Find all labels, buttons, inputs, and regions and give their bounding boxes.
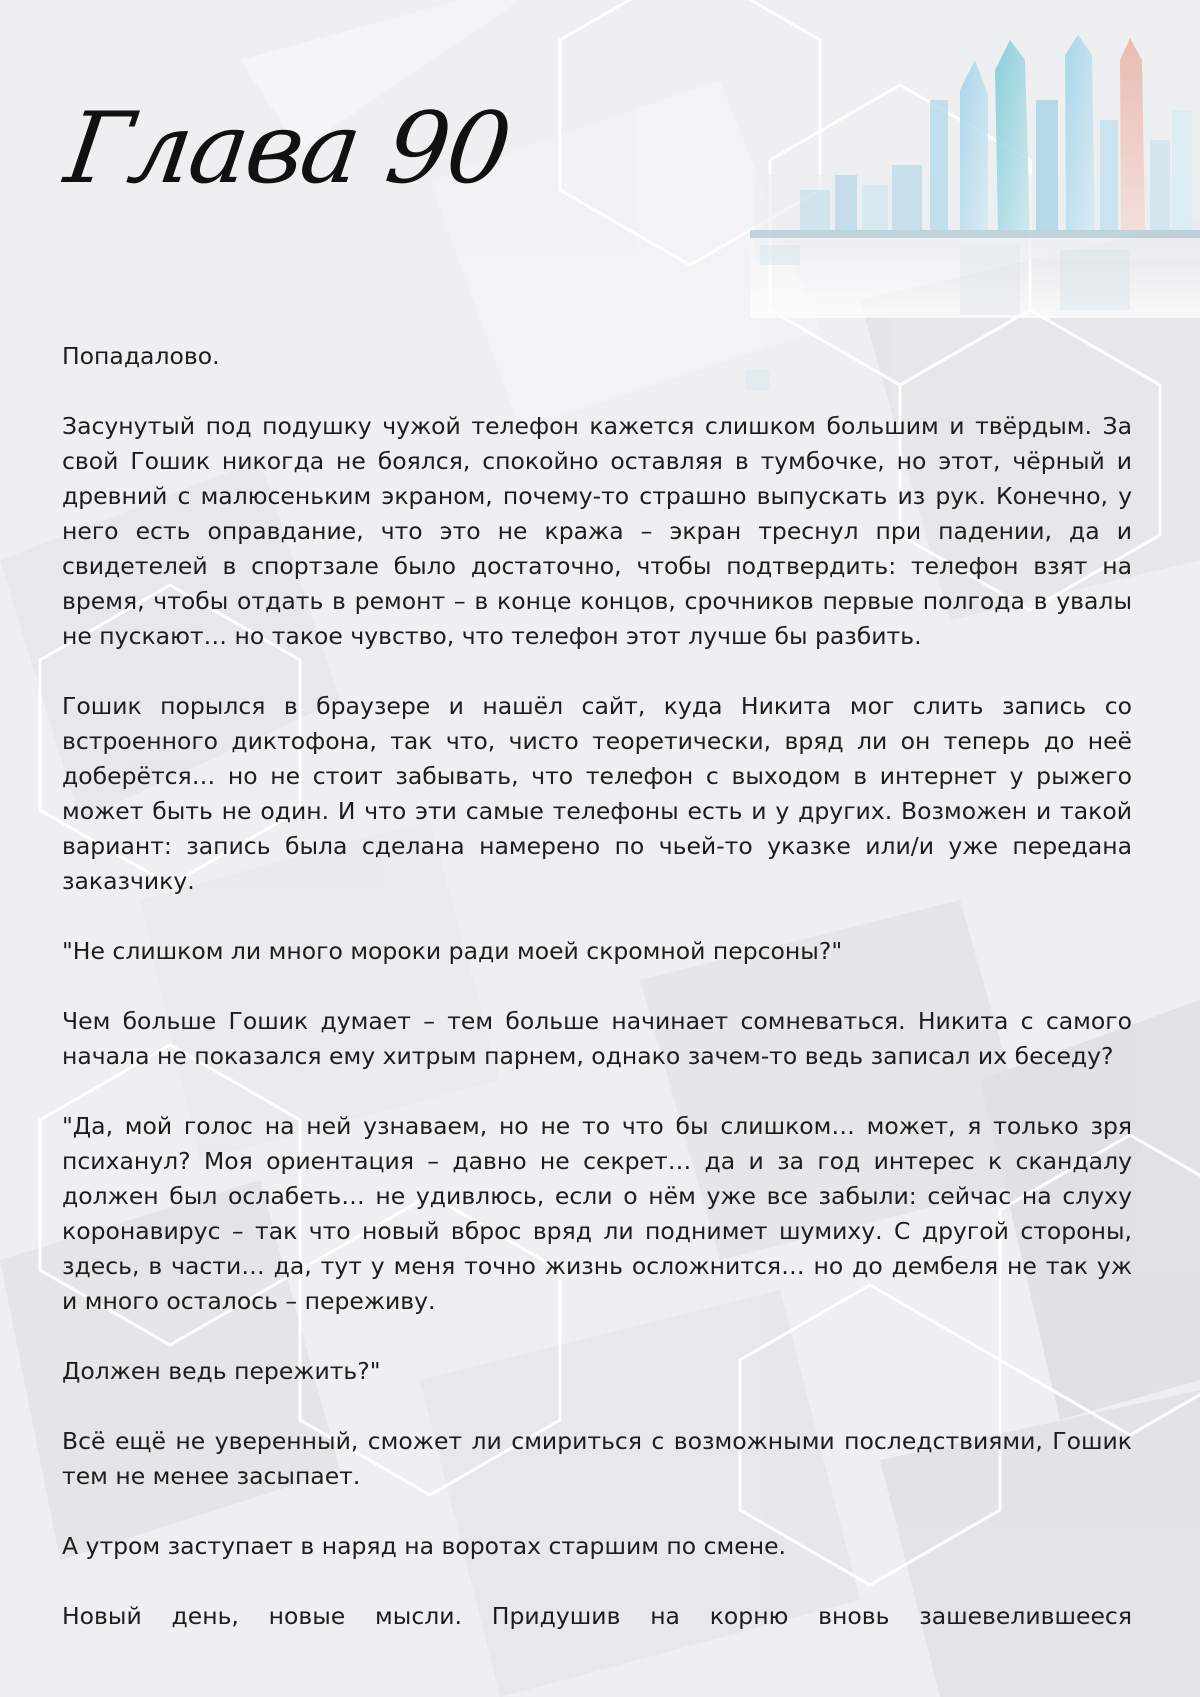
paragraph: Гошик порылся в браузере и нашёл сайт, куда Никита мог слить запись со встроенного диктофона, так что, чисто теоретически, вряд ли он теперь до неё доберётся… но не стоит забывать, что телефон с выходом в интернет у рыжего может быть не один. И что эти самые телефоны есть и у других. Возможен и такой вариант: запись была сделана намерено по чьей-то указке или/и уже передана заказчику. — [62, 692, 1132, 895]
paragraph: "Не слишком ли много мороки ради моей скромной персоны?" — [62, 937, 843, 965]
paragraph: Должен ведь пережить?" — [62, 1357, 381, 1385]
paragraph: Засунутый под подушку чужой телефон кажется слишком большим и твёрдым. За свой Гошик никогда не боялся, спокойно оставляя в тумбочке, но этот, чёрный и древний с малюсеньким экраном, почему-то страшно выпускать из рук. Конечно, у него есть оправдание, что это не кража – экран треснул при падении, да и свидетелей в спортзале было достаточно, чтобы подтвердить: телефон взят на время, чтобы отдать в ремонт – в конце концов, срочников первые полгода в увалы не пускают… но такое чувство, что телефон этот лучше бы разбить. — [62, 412, 1132, 650]
paragraph: А утром заступает в наряд на воротах старшим по смене. — [62, 1532, 787, 1560]
paragraph: Попадалово. — [62, 342, 220, 370]
paragraph: Всё ещё не уверенный, сможет ли смириться с возможными последствиями, Гошик тем не менее засыпает. — [62, 1427, 1132, 1490]
paragraph: Чем больше Гошик думает – тем больше начинает сомневаться. Никита с самого начала не показался ему хитрым парнем, однако зачем-то ведь записал их беседу? — [62, 1007, 1132, 1070]
chapter-body — [62, 339, 1132, 1634]
paragraph: "Да, мой голос на ней узнаваем, но не то что бы слишком… может, я только зря психанул? Моя ориентация – давно не секрет… да и за год интерес к скандалу должен был ослабеть… не удивлюсь, если о нём уже все забыли: сейчас на слуху коронавирус – так что новый вброс вряд ли поднимет шумиху. С другой стороны, здесь, в части… да, тут у меня точно жизнь осложнится… но до дембеля не так уж и много осталось – переживу. — [62, 1112, 1132, 1315]
paragraph: Новый день, новые мысли. Придушив на корню вновь зашевелившееся — [62, 1602, 1132, 1630]
chapter-title: Глава 90 — [58, 92, 516, 206]
